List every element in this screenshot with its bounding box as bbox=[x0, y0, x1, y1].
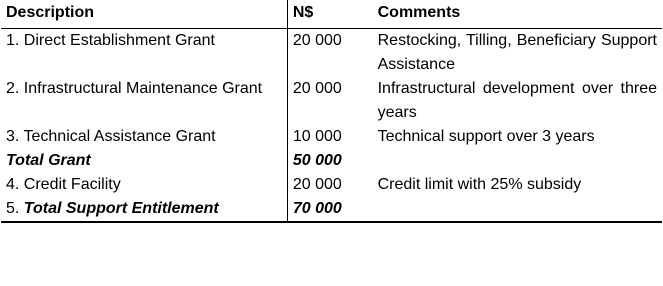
table-header-row bbox=[1, 0, 662, 29]
row-description: Total Grant bbox=[1, 149, 287, 173]
header-description: Description bbox=[1, 0, 287, 29]
row-amount: 20 000 bbox=[292, 80, 342, 97]
row-description: 3. Technical Assistance Grant bbox=[1, 125, 287, 149]
row-comments: Technical support over 3 years bbox=[377, 128, 595, 145]
row-amount: 20 000 bbox=[292, 176, 342, 193]
table-row bbox=[1, 173, 662, 197]
row-comments: Restocking, Tilling, Beneficiary Support Assistance bbox=[377, 32, 657, 73]
row-description: 1. Direct Establishment Grant bbox=[1, 29, 287, 78]
table-row bbox=[1, 125, 662, 149]
row-number: 5. bbox=[6, 200, 24, 217]
table-row-total-support bbox=[1, 197, 662, 222]
header-amount: N$ bbox=[287, 0, 372, 29]
table-row bbox=[1, 29, 662, 78]
row-comments bbox=[373, 149, 662, 173]
row-amount: 50 000 bbox=[292, 152, 342, 169]
grant-table bbox=[1, 0, 662, 223]
row-description-text: Total Support Entitlement bbox=[23, 200, 219, 217]
row-amount: 70 000 bbox=[287, 197, 372, 222]
row-comments: Infrastructural development over three years bbox=[377, 80, 657, 121]
row-description: 4. Credit Facility bbox=[1, 173, 287, 197]
row-comments bbox=[373, 197, 662, 222]
header-comments: Comments bbox=[373, 0, 662, 29]
table-row-total-grant bbox=[1, 149, 662, 173]
table-row bbox=[1, 77, 662, 125]
row-description bbox=[1, 197, 287, 222]
row-amount: 20 000 bbox=[292, 32, 342, 49]
row-amount: 10 000 bbox=[292, 128, 342, 145]
row-description: 2. Infrastructural Maintenance Grant bbox=[1, 77, 287, 125]
row-comments: Credit limit with 25% subsidy bbox=[377, 176, 582, 193]
